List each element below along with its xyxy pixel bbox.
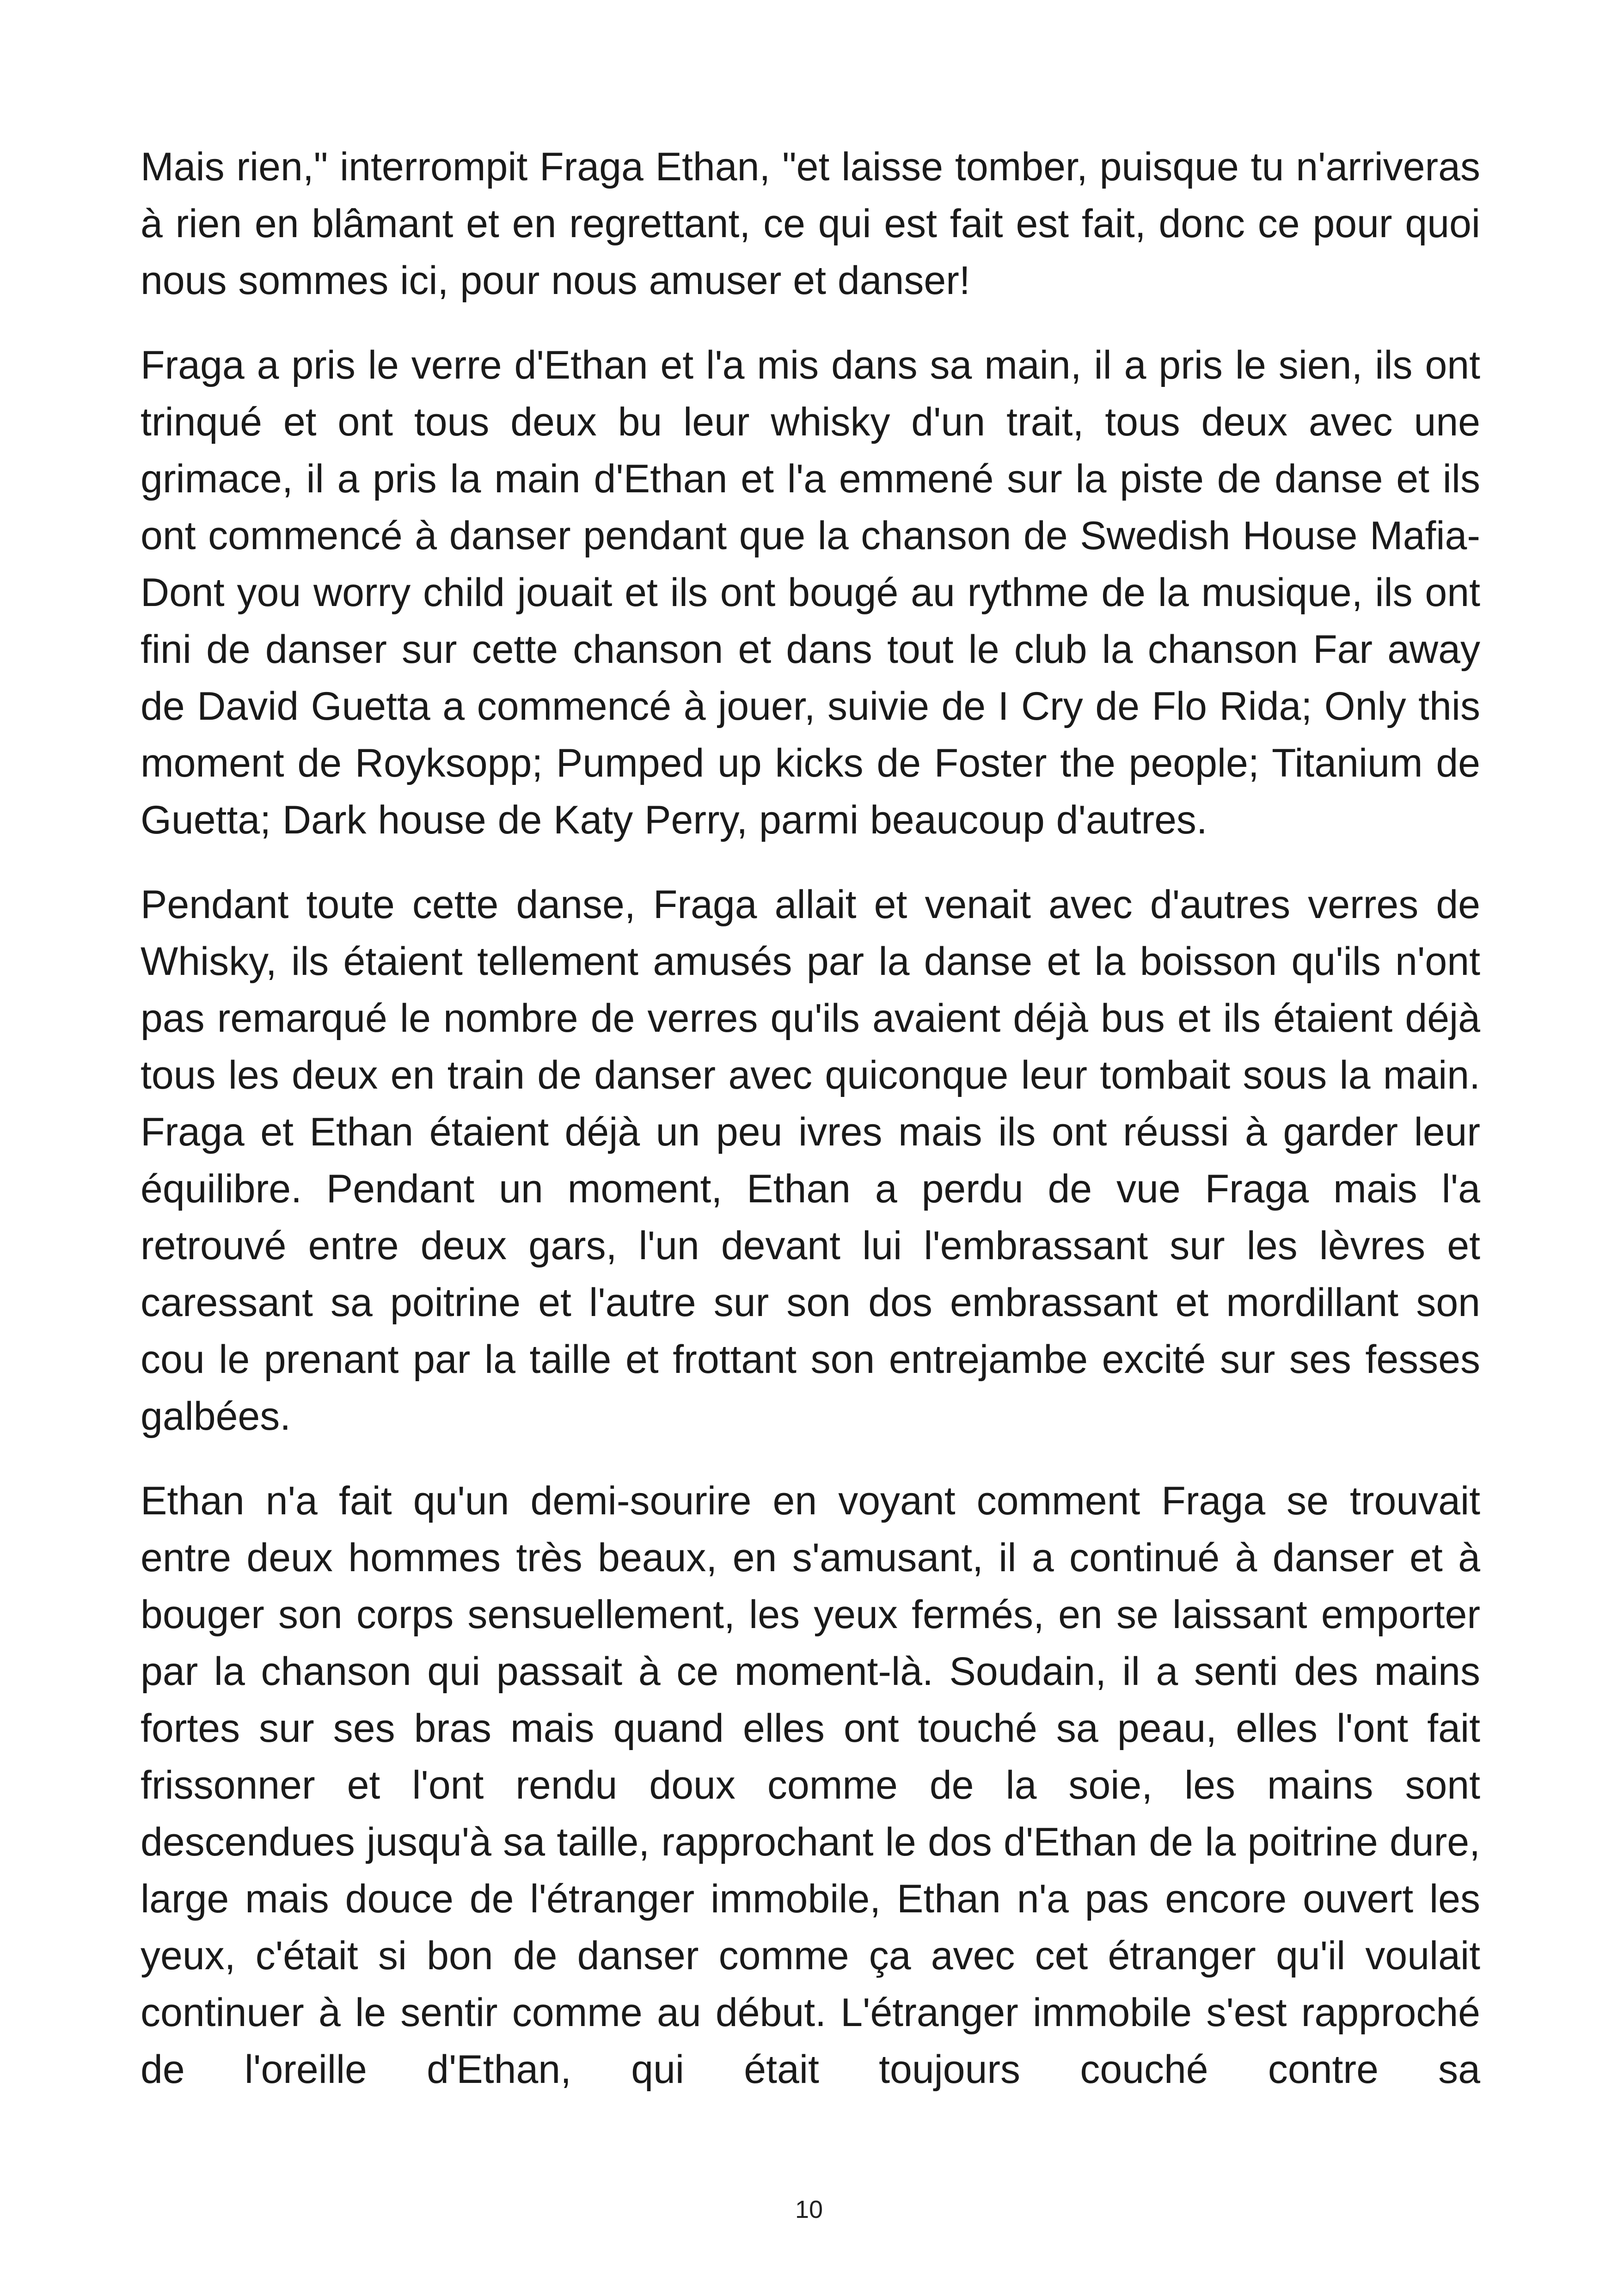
paragraph-1: Mais rien," interrompit Fraga Ethan, "et laisse tomber, puisque tu n'arriveras à rien en blâmant et en regrettant, ce qui est fait est fait, donc ce pour quoi nous sommes ici, pour nous amuser et danser! bbox=[141, 145, 1480, 303]
paragraph-2: Fraga a pris le verre d'Ethan et l'a mis dans sa main, il a pris le sien, ils ont trinqué et ont tous deux bu leur whisky d'un trait, tous deux avec une grimace, il a pris la main d'Ethan et l'a emmené sur la piste de danse et ils ont commencé à danser pendant que la chanson de Swedish House Mafia- Dont you worry child jouait et ils ont bougé au rythme de la musique, ils ont fini de danser sur cette chanson et dans tout le club la chanson Far away de David Guetta a commencé à jouer, suivie de I Cry de Flo Rida; Only this moment de Royksopp; Pumped up kicks de Foster the people; Titanium de Guetta; Dark house de Katy Perry, parmi beaucoup d'autres. bbox=[141, 343, 1480, 842]
paragraph-4: Ethan n'a fait qu'un demi-sourire en voyant comment Fraga se trouvait entre deux hommes très beaux, en s'amusant, il a continué à danser et à bouger son corps sensuellement, les yeux fermés, en se laissant emporter par la chanson qui passait à ce moment-là. Soudain, il a senti des mains fortes sur ses bras mais quand elles ont touché sa peau, elles l'ont fait frissonner et l'ont rendu doux comme de la soie, les mains sont descendues jusqu'à sa taille, rapprochant le dos d'Ethan de la poitrine dure, large mais douce de l'étranger immobile, Ethan n'a pas encore ouvert les yeux, c'était si bon de danser comme ça avec cet étranger qu'il voulait continuer à le sentir comme au début. L'étranger immobile s'est rapproché de l'oreille d'Ethan, qui était toujours couché contre sa bbox=[141, 1479, 1480, 2092]
page-number: 10 bbox=[795, 2196, 823, 2223]
page-body bbox=[141, 139, 1480, 2098]
paragraph-3: Pendant toute cette danse, Fraga allait et venait avec d'autres verres de Whisky, ils étaient tellement amusés par la danse et la boisson qu'ils n'ont pas remarqué le nombre de verres qu'ils avaient déjà bus et ils étaient déjà tous les deux en train de danser avec quiconque leur tombait sous la main. Fraga et Ethan étaient déjà un peu ivres mais ils ont réussi à garder leur équilibre. Pendant un moment, Ethan a perdu de vue Fraga mais l'a retrouvé entre deux gars, l'un devant lui l'embrassant sur les lèvres et caressant sa poitrine et l'autre sur son dos embrassant et mordillant son cou le prenant par la taille et frottant son entrejambe excité sur ses fesses galbées. bbox=[141, 882, 1480, 1439]
